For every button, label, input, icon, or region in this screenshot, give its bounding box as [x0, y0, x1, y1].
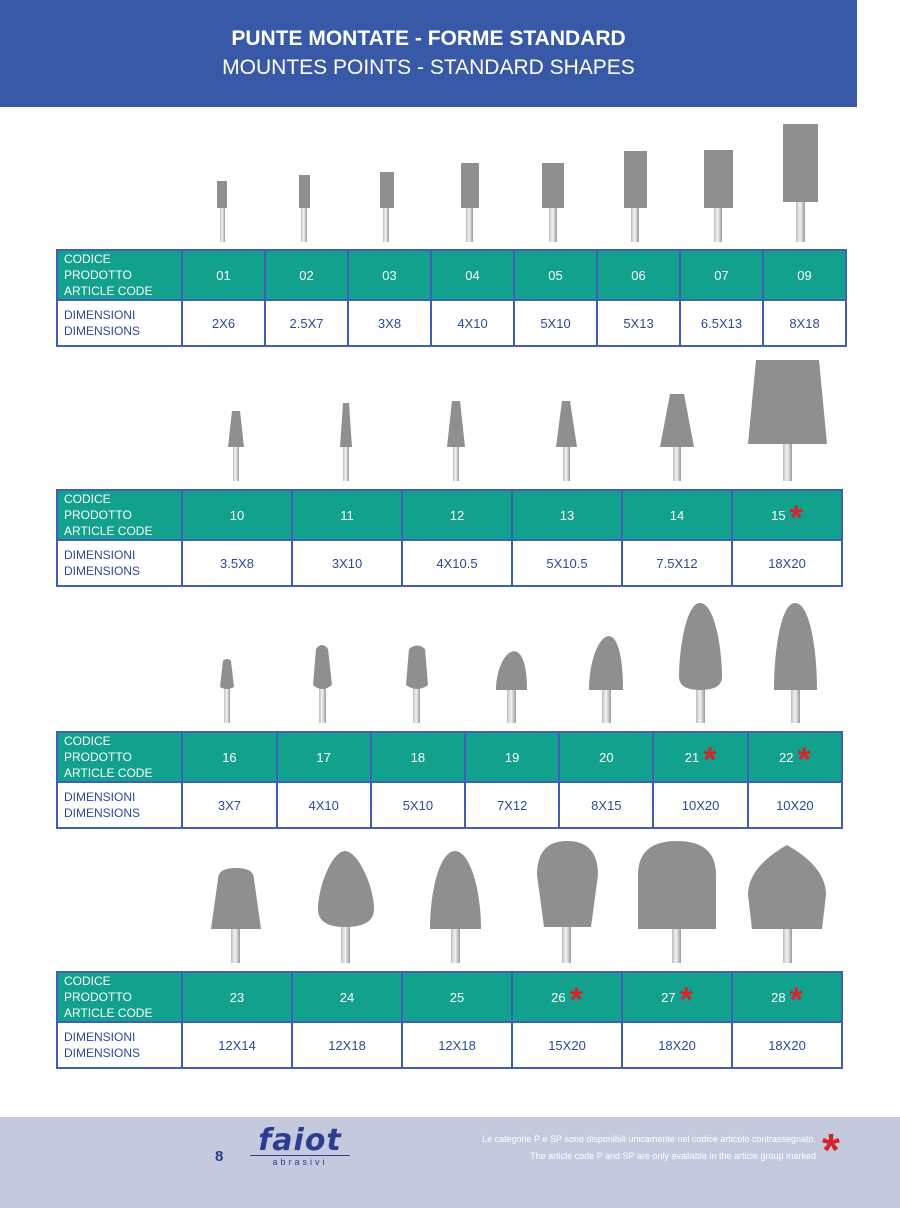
dimension-cell: 12X18	[402, 1022, 512, 1068]
product-image-11	[340, 403, 352, 481]
marked-star-icon: *	[569, 980, 583, 1019]
dimension-cell: 8X15	[559, 782, 653, 828]
dimension-row	[57, 300, 846, 346]
dimension-cell: 2X6	[182, 300, 265, 346]
dimension-cell: 5X10	[371, 782, 465, 828]
article-code-cell: 07	[680, 250, 763, 300]
dimension-cell: 3X10	[292, 540, 402, 586]
product-image-04	[461, 163, 479, 242]
article-code-cell: 05	[514, 250, 597, 300]
dimension-cell: 12X18	[292, 1022, 402, 1068]
article-code-cell: 23	[182, 972, 292, 1022]
product-table-3	[56, 731, 843, 829]
product-images-row-2	[0, 350, 900, 490]
product-image-03	[380, 172, 394, 242]
marker-star-icon: *	[822, 1124, 840, 1176]
dimension-cell: 18X20	[732, 1022, 842, 1068]
marked-star-icon: *	[789, 980, 803, 1019]
article-code-cell: 21 *	[653, 732, 747, 782]
product-image-09	[783, 124, 818, 242]
footer-note-italian: Le categorie P e SP sono disponibili unicamente nel codice articolo contrassegnato.	[482, 1134, 816, 1144]
product-image-13	[556, 401, 577, 481]
code-label: CODICE PRODOTTO ARTICLE CODE	[57, 732, 182, 782]
article-code-cell: 04	[431, 250, 514, 300]
article-code-cell: 14	[622, 490, 732, 540]
product-images-row-1	[0, 0, 900, 250]
product-image-25	[430, 851, 481, 963]
dimension-row	[57, 782, 842, 828]
article-code-cell: 11	[292, 490, 402, 540]
dimension-cell: 3X8	[348, 300, 431, 346]
logo-subtitle: abrasivi	[250, 1155, 350, 1167]
dimension-cell: 10X20	[748, 782, 842, 828]
product-image-23	[211, 868, 261, 963]
dimension-cell: 15X20	[512, 1022, 622, 1068]
product-image-12	[447, 401, 465, 481]
page-number: 8	[215, 1148, 224, 1165]
product-image-01	[217, 181, 227, 242]
product-image-18	[406, 646, 428, 724]
code-label: CODICE PRODOTTO ARTICLE CODE	[57, 250, 182, 300]
marked-star-icon: *	[797, 740, 811, 779]
code-row	[57, 732, 842, 782]
dimension-cell: 18X20	[622, 1022, 732, 1068]
dimension-label: DIMENSIONI DIMENSIONS	[57, 782, 182, 828]
article-code-cell: 15 *	[732, 490, 842, 540]
dimension-cell: 7X12	[465, 782, 559, 828]
dimension-cell: 5X10.5	[512, 540, 622, 586]
code-label: CODICE PRODOTTO ARTICLE CODE	[57, 972, 182, 1022]
article-code-cell: 25	[402, 972, 512, 1022]
article-code-cell: 24	[292, 972, 402, 1022]
marked-star-icon: *	[789, 498, 803, 537]
dimension-label: DIMENSIONI DIMENSIONS	[57, 1022, 182, 1068]
product-image-17	[313, 645, 332, 723]
dimension-cell: 10X20	[653, 782, 747, 828]
product-table-4	[56, 971, 843, 1069]
dimension-label: DIMENSIONI DIMENSIONS	[57, 540, 182, 586]
product-image-27	[638, 841, 716, 963]
dimension-cell: 3.5X8	[182, 540, 292, 586]
dimension-cell: 2.5X7	[265, 300, 348, 346]
article-code-cell: 26 *	[512, 972, 622, 1022]
article-code-cell: 19	[465, 732, 559, 782]
product-image-21	[679, 603, 722, 723]
code-row	[57, 972, 842, 1022]
product-image-15	[748, 360, 827, 481]
article-code-cell: 22 *	[748, 732, 842, 782]
code-row	[57, 250, 846, 300]
product-table-1	[56, 249, 847, 347]
article-code-cell: 10	[182, 490, 292, 540]
article-code-cell: 03	[348, 250, 431, 300]
product-image-16	[220, 659, 234, 723]
article-code-cell: 17	[277, 732, 371, 782]
dimension-cell: 5X13	[597, 300, 680, 346]
dimension-cell: 5X10	[514, 300, 597, 346]
article-code-cell: 27 *	[622, 972, 732, 1022]
product-image-02	[299, 175, 310, 242]
code-row	[57, 490, 842, 540]
footer-note-english: The article code P and SP are only available in the article group marked	[530, 1151, 816, 1161]
article-code-cell: 13	[512, 490, 622, 540]
product-image-26	[537, 841, 598, 963]
article-code-cell: 06	[597, 250, 680, 300]
product-image-06	[624, 151, 647, 242]
product-image-24	[318, 851, 374, 963]
dimension-cell: 4X10	[431, 300, 514, 346]
dimension-cell: 3X7	[182, 782, 276, 828]
page-subtitle: MOUNTES POINTS - STANDARD SHAPES	[222, 56, 635, 79]
dimension-cell: 6.5X13	[680, 300, 763, 346]
article-code-cell: 16	[182, 732, 276, 782]
faiot-logo	[250, 1125, 350, 1167]
article-code-cell: 20	[559, 732, 653, 782]
product-image-05	[542, 163, 564, 242]
article-code-cell: 18	[371, 732, 465, 782]
dimension-row	[57, 540, 842, 586]
article-code-cell: 01	[182, 250, 265, 300]
dimension-cell: 4X10.5	[402, 540, 512, 586]
page-title: PUNTE MONTATE - FORME STANDARD	[231, 27, 626, 50]
article-code-cell: 12	[402, 490, 512, 540]
dimension-label: DIMENSIONI DIMENSIONS	[57, 300, 182, 346]
page-footer	[0, 1117, 900, 1208]
product-images-row-4	[0, 835, 900, 970]
product-image-20	[589, 636, 623, 723]
product-table-2	[56, 489, 843, 587]
article-code-cell: 09	[763, 250, 846, 300]
code-label: CODICE PRODOTTO ARTICLE CODE	[57, 490, 182, 540]
product-image-28	[748, 845, 826, 963]
dimension-cell: 8X18	[763, 300, 846, 346]
logo-wordmark: faiot	[258, 1123, 342, 1158]
marked-star-icon: *	[703, 740, 717, 779]
product-image-22	[774, 603, 817, 723]
dimension-row	[57, 1022, 842, 1068]
dimension-cell: 18X20	[732, 540, 842, 586]
product-image-19	[496, 651, 527, 723]
product-image-07	[704, 150, 733, 242]
dimension-cell: 4X10	[277, 782, 371, 828]
article-code-cell: 02	[265, 250, 348, 300]
article-code-cell: 28 *	[732, 972, 842, 1022]
marked-star-icon: *	[679, 980, 693, 1019]
dimension-cell: 12X14	[182, 1022, 292, 1068]
product-image-10	[228, 411, 244, 481]
product-images-row-3	[0, 595, 900, 730]
product-image-14	[660, 394, 694, 481]
dimension-cell: 7.5X12	[622, 540, 732, 586]
